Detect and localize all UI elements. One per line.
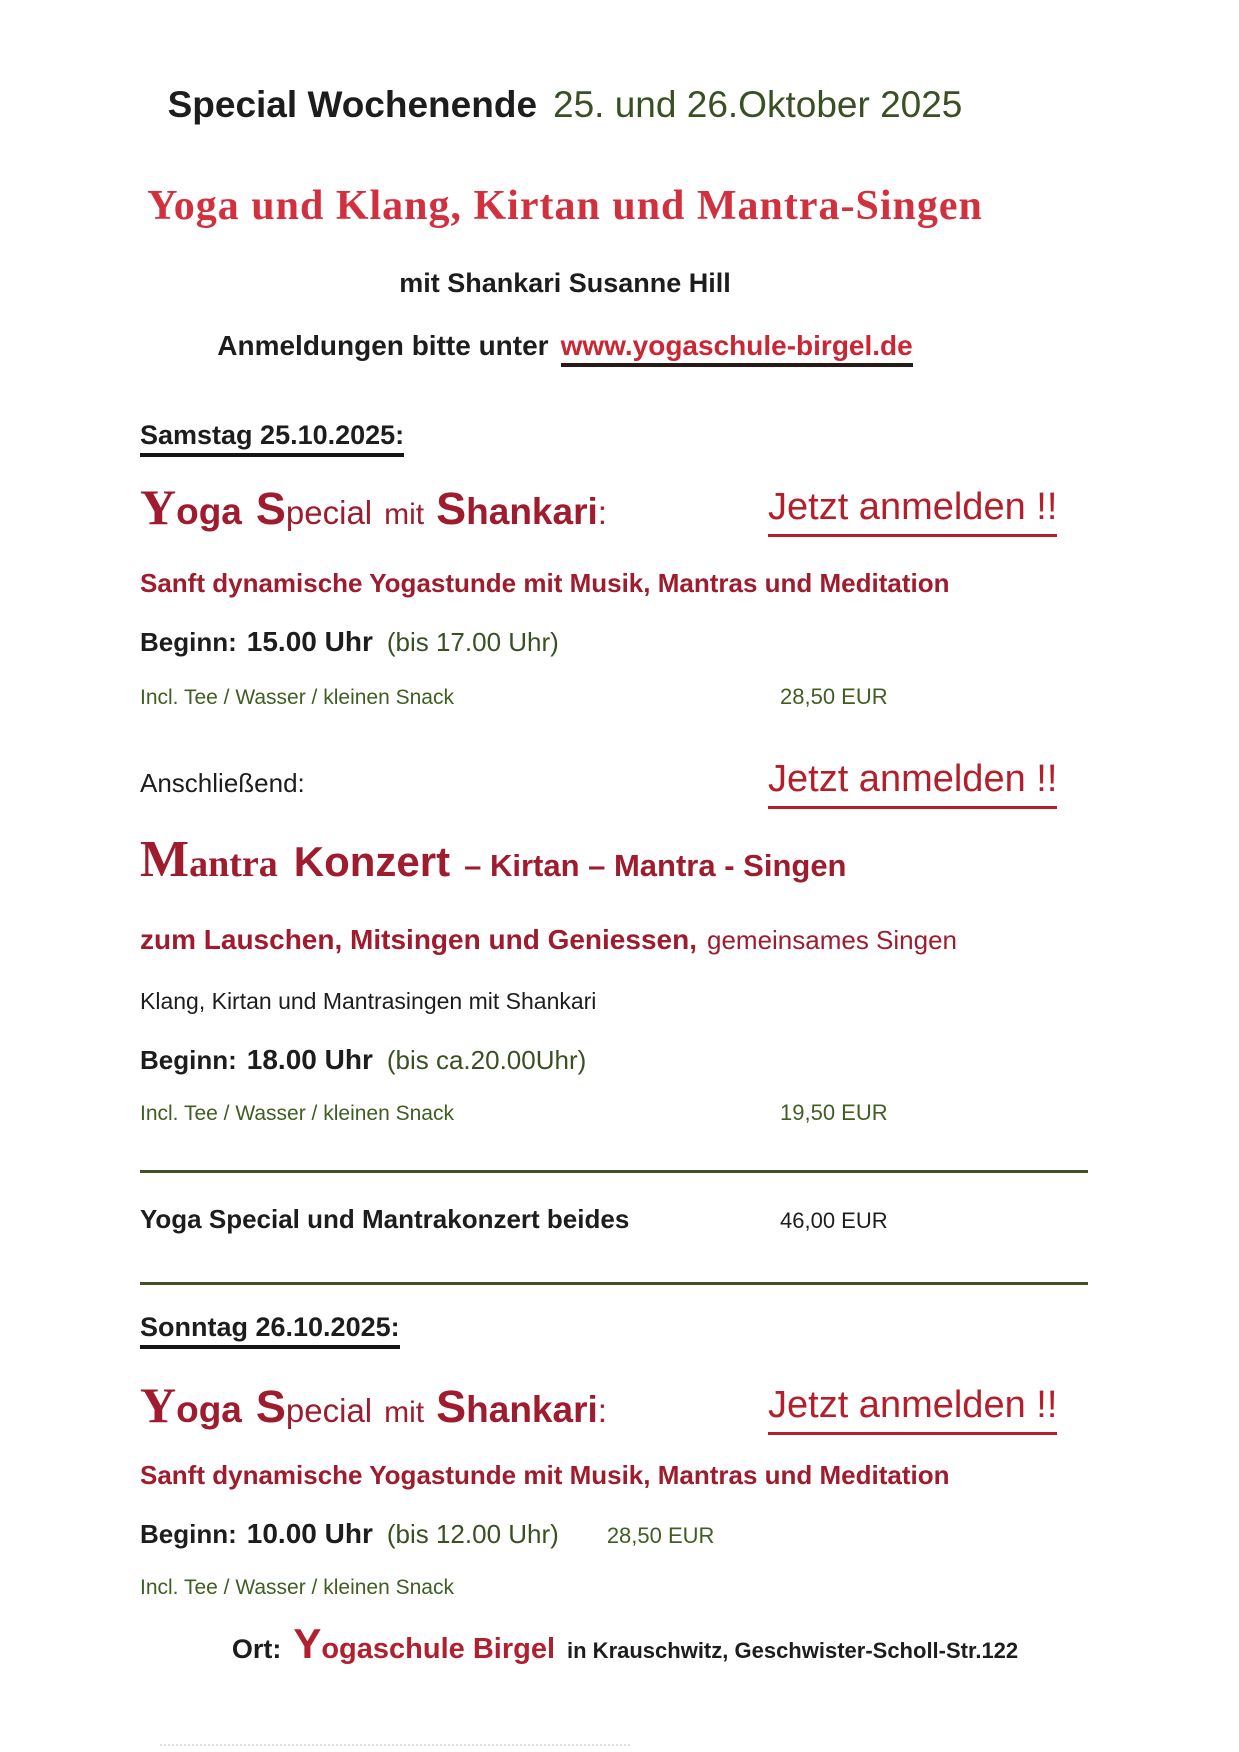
saturday-includes-row [140, 686, 1100, 710]
combo-label: Yoga Special und Mantrakonzert beides [140, 1204, 630, 1234]
mantra-desc-bold: zum Lauschen, Mitsingen und Geniessen, [140, 924, 697, 955]
yoga-initial: Y [140, 479, 177, 535]
mantra-begin-row [140, 1044, 1100, 1076]
shankari-initial: S [436, 1381, 467, 1432]
title-special-wochenende: Special Wochenende [167, 84, 538, 125]
mantra-description-row [140, 924, 1100, 956]
sunday-yoga-price: 28,50 EUR [606, 1523, 715, 1548]
title-date: 25. und 26.Oktober 2025 [553, 84, 963, 125]
saturday-date-heading [140, 420, 1100, 451]
begin-time: 10.00 Uhr [246, 1518, 373, 1549]
saturday-cta-link[interactable]: Jetzt anmelden !! [768, 486, 1057, 537]
saturday-begin-row [140, 626, 1100, 658]
begin-label: Beginn: [140, 1045, 237, 1075]
mantra-heading [140, 830, 1100, 889]
subheading: mit Shankari Susanne Hill [399, 268, 731, 298]
divider-line [140, 1282, 1088, 1285]
next-row [140, 750, 1100, 799]
yoga-rest: oga [176, 491, 242, 532]
konzert-word: Konzert [293, 838, 451, 885]
register-row [85, 330, 1045, 362]
mantra-initial: M [140, 831, 190, 888]
includes-text: Incl. Tee / Wasser / kleinen Snack [140, 1102, 454, 1125]
special-rest: pecial [285, 1392, 373, 1429]
mantra-rest: antra [189, 843, 278, 885]
title-row [85, 84, 1045, 126]
mit-word: mit [384, 1396, 425, 1429]
begin-label: Beginn: [140, 627, 237, 657]
main-heading: Yoga und Klang, Kirtan und Mantra-Singen [147, 183, 983, 229]
divider-line [140, 1170, 1088, 1173]
anschliessend-label: Anschließend: [140, 768, 305, 798]
includes-text: Incl. Tee / Wasser / kleinen Snack [140, 686, 454, 709]
sunday-date-heading [140, 1312, 1100, 1343]
mantra-cta-link[interactable]: Jetzt anmelden !! [768, 758, 1057, 809]
sunday-begin-row [140, 1518, 1100, 1550]
mantra-desc-light: gemeinsames Singen [706, 925, 958, 955]
special-rest: pecial [285, 494, 373, 531]
saturday-yoga-heading [140, 478, 1100, 536]
begin-until: (bis 17.00 Uhr) [386, 627, 559, 657]
shankari-initial: S [436, 483, 467, 534]
combo-row [140, 1204, 1100, 1235]
shankari-rest: hankari [466, 1389, 598, 1430]
register-link[interactable]: www.yogaschule-birgel.de [561, 330, 913, 367]
colon: : [597, 1392, 607, 1429]
school-name: ogaschule Birgel [321, 1633, 556, 1665]
sunday-yoga-heading [140, 1376, 1100, 1434]
sunday-yoga-description: Sanft dynamische Yogastunde mit Musik, Mantras und Meditation [140, 1460, 950, 1490]
shankari-rest: hankari [466, 491, 598, 532]
combo-price: 46,00 EUR [780, 1208, 888, 1233]
mantra-includes-row [140, 1102, 1100, 1126]
begin-time: 18.00 Uhr [246, 1044, 373, 1075]
sunday-includes-row [140, 1576, 1100, 1600]
address-text: in Krauschwitz, Geschwister-Scholl-Str.122 [567, 1638, 1019, 1663]
includes-text: Incl. Tee / Wasser / kleinen Snack [140, 1576, 454, 1599]
mantra-description2: Klang, Kirtan und Mantrasingen mit Shankari [140, 988, 597, 1014]
saturday-date-text: Samstag 25.10.2025: [140, 420, 404, 457]
mantra-price: 19,50 EUR [780, 1100, 888, 1125]
saturday-yoga-description: Sanft dynamische Yogastunde mit Musik, Mantras und Meditation [140, 568, 950, 598]
mit-word: mit [384, 498, 425, 531]
saturday-yoga-price: 28,50 EUR [780, 684, 888, 709]
scan-artifact [160, 1744, 630, 1746]
colon: : [597, 494, 607, 531]
register-text: Anmeldungen bitte unter [217, 330, 549, 361]
begin-time: 15.00 Uhr [246, 626, 373, 657]
begin-until: (bis 12.00 Uhr) [386, 1519, 559, 1549]
special-initial: S [255, 1381, 286, 1432]
sunday-date-text: Sonntag 26.10.2025: [140, 1312, 400, 1349]
yoga-rest: oga [176, 1389, 242, 1430]
sunday-cta-link[interactable]: Jetzt anmelden !! [768, 1384, 1057, 1435]
school-initial: Y [293, 1620, 322, 1667]
yoga-initial: Y [140, 1377, 177, 1433]
begin-label: Beginn: [140, 1519, 237, 1549]
special-initial: S [255, 483, 286, 534]
location-row [140, 1620, 1110, 1668]
begin-until: (bis ca.20.00Uhr) [386, 1045, 587, 1075]
mantra-subtitle: – Kirtan – Mantra - Singen [464, 848, 847, 883]
ort-label: Ort: [231, 1634, 282, 1664]
